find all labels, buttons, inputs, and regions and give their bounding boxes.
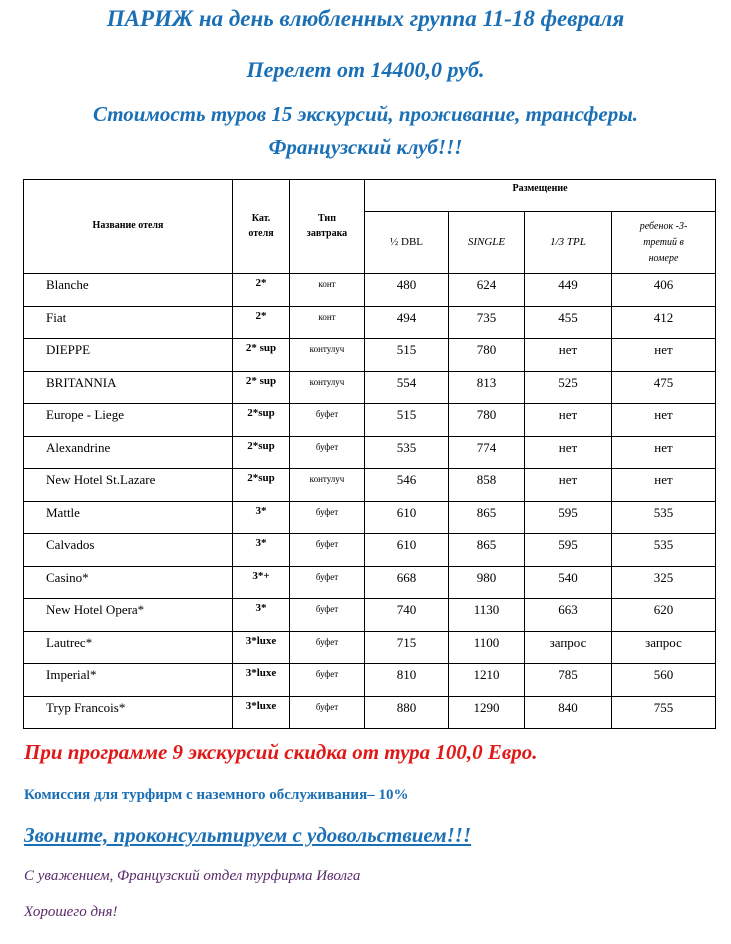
header-hotel-name: Название отеля (24, 180, 233, 274)
price-dbl-cell: 480 (365, 274, 449, 307)
signature-regards: С уважением, Французский отдел турфирма Иволга (24, 868, 361, 884)
table-body (24, 274, 716, 729)
table-row (24, 469, 716, 502)
price-child-cell: 755 (612, 696, 716, 729)
table-row (24, 501, 716, 534)
price-tpl-cell: нет (525, 404, 612, 437)
hotel-name-cell: Tryp Francois* (24, 696, 233, 729)
price-tpl-cell: 525 (525, 371, 612, 404)
category-cell: 3* (233, 599, 290, 632)
price-child-cell: 412 (612, 306, 716, 339)
price-single-cell: 735 (449, 306, 525, 339)
category-cell: 3*luxe (233, 631, 290, 664)
price-single-cell: 780 (449, 339, 525, 372)
price-tpl-cell: 663 (525, 599, 612, 632)
table-row (24, 339, 716, 372)
price-child-cell: 560 (612, 664, 716, 697)
category-cell: 2* sup (233, 339, 290, 372)
hotel-name-cell: Blanche (24, 274, 233, 307)
hotel-name-cell: DIEPPE (24, 339, 233, 372)
signature-goodbye: Хорошего дня! (24, 904, 118, 920)
breakfast-cell: буфет (290, 534, 365, 567)
price-child-cell: 325 (612, 566, 716, 599)
price-tpl-cell: 840 (525, 696, 612, 729)
table-row (24, 566, 716, 599)
hotel-name-cell: New Hotel Opera* (24, 599, 233, 632)
price-dbl-cell: 715 (365, 631, 449, 664)
price-single-cell: 865 (449, 534, 525, 567)
price-single-cell: 1210 (449, 664, 525, 697)
header-child-line2: третий в (643, 236, 684, 248)
price-dbl-cell: 494 (365, 306, 449, 339)
price-single-cell: 624 (449, 274, 525, 307)
breakfast-cell: контулуч (290, 339, 365, 372)
header-breakfast-line2: завтрака (306, 227, 348, 239)
club-heading: Французский клуб!!! (268, 135, 463, 159)
price-single-cell: 780 (449, 404, 525, 437)
price-child-cell: нет (612, 404, 716, 437)
category-cell: 3*luxe (233, 664, 290, 697)
price-dbl-cell: 880 (365, 696, 449, 729)
price-dbl-cell: 535 (365, 436, 449, 469)
header-child-line1: ребенок -3- (639, 220, 688, 232)
table-row (24, 631, 716, 664)
header-category (233, 180, 290, 274)
header-half-dbl: ½ DBL (365, 212, 449, 274)
call-to-action: Звоните, проконсультируем с удовольствием!!! (24, 823, 472, 847)
price-single-cell: 1290 (449, 696, 525, 729)
header-accommodation: Размещение (365, 180, 716, 212)
price-child-cell: запрос (612, 631, 716, 664)
breakfast-cell: буфет (290, 566, 365, 599)
price-dbl-cell: 610 (365, 534, 449, 567)
hotel-name-cell: Fiat (24, 306, 233, 339)
price-single-cell: 858 (449, 469, 525, 502)
table-row (24, 599, 716, 632)
price-dbl-cell: 810 (365, 664, 449, 697)
table-header-row (24, 180, 716, 212)
price-single-cell: 813 (449, 371, 525, 404)
price-tpl-cell: нет (525, 436, 612, 469)
category-cell: 3*+ (233, 566, 290, 599)
breakfast-cell: контулуч (290, 371, 365, 404)
category-cell: 2*sup (233, 436, 290, 469)
price-tpl-cell: 595 (525, 534, 612, 567)
price-child-cell: нет (612, 436, 716, 469)
category-cell: 2* sup (233, 371, 290, 404)
price-child-cell: 535 (612, 534, 716, 567)
table-row (24, 664, 716, 697)
breakfast-cell: буфет (290, 696, 365, 729)
table-row (24, 404, 716, 437)
breakfast-cell: контулуч (290, 469, 365, 502)
price-single-cell: 865 (449, 501, 525, 534)
hotel-name-cell: Europe - Liege (24, 404, 233, 437)
price-tpl-cell: 595 (525, 501, 612, 534)
breakfast-cell: буфет (290, 631, 365, 664)
category-cell: 2*sup (233, 469, 290, 502)
hotel-name-cell: BRITANNIA (24, 371, 233, 404)
price-dbl-cell: 515 (365, 404, 449, 437)
price-child-cell: 475 (612, 371, 716, 404)
category-cell: 3* (233, 534, 290, 567)
price-tpl-cell: 785 (525, 664, 612, 697)
price-single-cell: 774 (449, 436, 525, 469)
price-single-cell: 1130 (449, 599, 525, 632)
price-dbl-cell: 668 (365, 566, 449, 599)
breakfast-cell: буфет (290, 599, 365, 632)
breakfast-cell: буфет (290, 436, 365, 469)
hotel-name-cell: Alexandrine (24, 436, 233, 469)
hotel-name-cell: Casino* (24, 566, 233, 599)
breakfast-cell: буфет (290, 404, 365, 437)
price-dbl-cell: 554 (365, 371, 449, 404)
price-dbl-cell: 546 (365, 469, 449, 502)
tour-includes-heading: Стоимость туров 15 экскурсий, проживание, трансферы. (92, 102, 639, 126)
hotel-name-cell: Imperial* (24, 664, 233, 697)
header-child-third (612, 212, 716, 274)
category-cell: 2*sup (233, 404, 290, 437)
category-cell: 2* (233, 306, 290, 339)
hotel-name-cell: Calvados (24, 534, 233, 567)
hotel-name-cell: Lautrec* (24, 631, 233, 664)
price-child-cell: 620 (612, 599, 716, 632)
price-single-cell: 980 (449, 566, 525, 599)
flight-price-heading: Перелет от 14400,0 руб. (246, 57, 485, 82)
price-tpl-cell: 540 (525, 566, 612, 599)
price-child-cell: 406 (612, 274, 716, 307)
table-row (24, 274, 716, 307)
price-child-cell: 535 (612, 501, 716, 534)
breakfast-cell: буфет (290, 501, 365, 534)
price-dbl-cell: 515 (365, 339, 449, 372)
category-cell: 2* (233, 274, 290, 307)
category-cell: 3* (233, 501, 290, 534)
header-breakfast-type (290, 180, 365, 274)
table-row (24, 696, 716, 729)
commission-note: Комиссия для турфирм с наземного обслуживания– 10% (24, 787, 409, 803)
header-category-line2: отеля (248, 227, 274, 239)
price-tpl-cell: запрос (525, 631, 612, 664)
price-tpl-cell: 455 (525, 306, 612, 339)
price-single-cell: 1100 (449, 631, 525, 664)
hotel-price-table (23, 179, 716, 729)
price-child-cell: нет (612, 339, 716, 372)
breakfast-cell: конт (290, 306, 365, 339)
page-title: ПАРИЖ на день влюбленных группа 11-18 февраля (106, 6, 625, 31)
price-dbl-cell: 610 (365, 501, 449, 534)
table-row (24, 371, 716, 404)
table-row (24, 436, 716, 469)
price-tpl-cell: 449 (525, 274, 612, 307)
header-third-tpl: 1/3 TPL (525, 212, 612, 274)
breakfast-cell: конт (290, 274, 365, 307)
hotel-name-cell: Mattle (24, 501, 233, 534)
price-tpl-cell: нет (525, 469, 612, 502)
table-row (24, 534, 716, 567)
hotel-name-cell: New Hotel St.Lazare (24, 469, 233, 502)
header-breakfast-line1: Тип (318, 213, 336, 224)
breakfast-cell: буфет (290, 664, 365, 697)
category-cell: 3*luxe (233, 696, 290, 729)
price-dbl-cell: 740 (365, 599, 449, 632)
price-tpl-cell: нет (525, 339, 612, 372)
header-single: SINGLE (449, 212, 525, 274)
header-category-line1: Кат. (251, 213, 271, 224)
table-row (24, 306, 716, 339)
discount-note: При программе 9 экскурсий скидка от тура 100,0 Евро. (24, 740, 538, 764)
price-child-cell: нет (612, 469, 716, 502)
header-child-line3: номере (648, 252, 679, 264)
